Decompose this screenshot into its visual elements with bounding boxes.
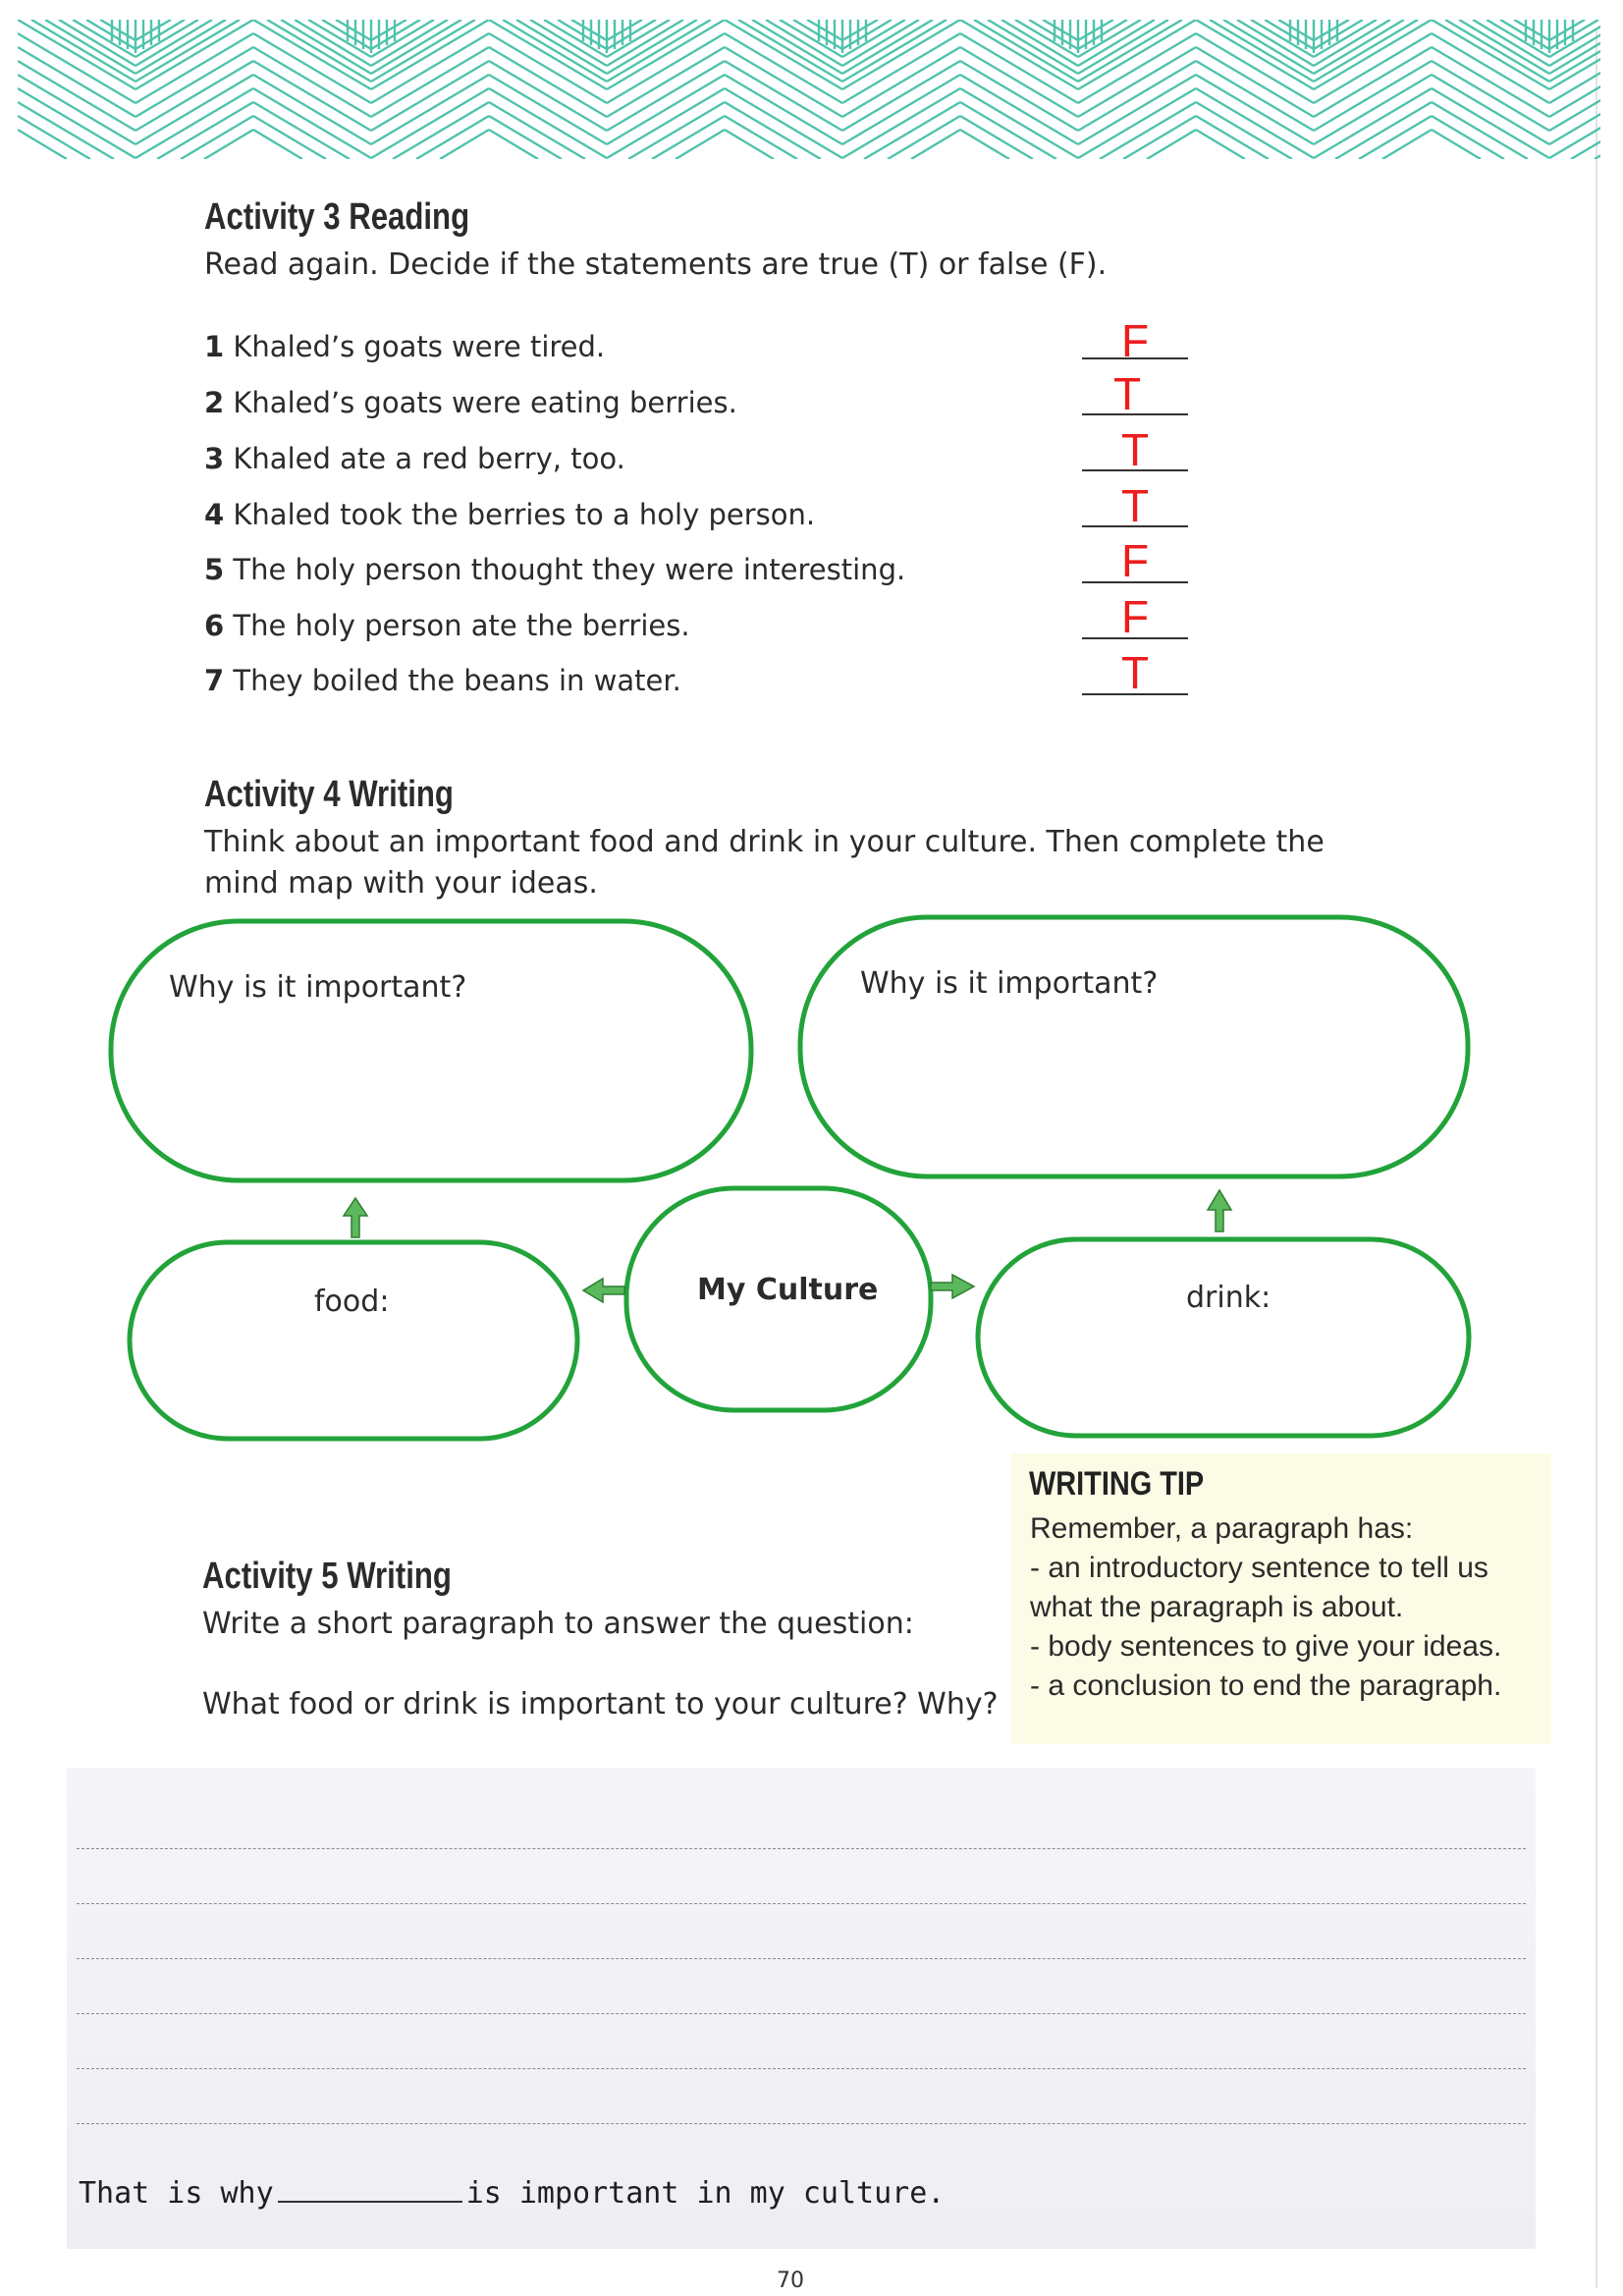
- statement-text: Khaled’s goats were tired.: [233, 330, 606, 363]
- closing-before: That is why: [79, 2176, 274, 2211]
- statement-number: 7: [204, 664, 225, 697]
- drink-box-label: drink:: [1186, 1281, 1271, 1315]
- writing-tip-line: what the paragraph is about.: [1030, 1591, 1404, 1623]
- statement-text: Khaled ate a red berry, too.: [233, 442, 625, 475]
- statement: [204, 330, 605, 363]
- statement-number: 5: [204, 553, 225, 586]
- food-box-label: food:: [314, 1285, 390, 1319]
- answer-mark: T: [1112, 368, 1142, 419]
- page-edge: [1596, 29, 1597, 2288]
- statement-text: Khaled’s goats were eating berries.: [233, 386, 737, 419]
- activity3-instruction: Read again. Decide if the statements are true (T) or false (F).: [204, 247, 1108, 282]
- statement-number: 1: [204, 330, 225, 363]
- writing-tip-line: Remember, a paragraph has:: [1030, 1512, 1414, 1545]
- statement-text: The holy person ate the berries.: [233, 609, 690, 642]
- center-box-label: My Culture: [697, 1273, 879, 1307]
- statement-number: 4: [204, 498, 225, 531]
- activity3-heading: Activity 3 Reading: [204, 196, 470, 238]
- answer-mark: T: [1120, 647, 1150, 698]
- activity4-heading: Activity 4 Writing: [204, 774, 454, 815]
- arrow-left: [583, 1279, 624, 1302]
- answer-mark: F: [1120, 591, 1150, 642]
- top-right-box-label: Why is it important?: [860, 966, 1159, 1001]
- writing-tip-line: - a conclusion to end the paragraph.: [1030, 1669, 1502, 1702]
- drink-box: [978, 1239, 1469, 1436]
- top-right-box: [800, 917, 1468, 1176]
- writing-tip-line: - body sentences to give your ideas.: [1030, 1630, 1502, 1663]
- statement: [204, 664, 681, 697]
- writing-line: [77, 2068, 1526, 2069]
- answer-mark: F: [1120, 315, 1150, 366]
- statement-text: They boiled the beans in water.: [233, 664, 681, 697]
- activity5-question: What food or drink is important to your culture? Why?: [202, 1687, 999, 1722]
- statement-text: Khaled took the berries to a holy person.: [233, 498, 816, 531]
- statement: [204, 442, 625, 475]
- closing-blank[interactable]: [278, 2201, 462, 2203]
- answer-mark: T: [1120, 480, 1150, 531]
- activity4-instruction-line1: Think about an important food and drink in your culture. Then complete the: [204, 825, 1325, 859]
- activity5-heading: Activity 5 Writing: [202, 1556, 452, 1597]
- statement-number: 3: [204, 442, 225, 475]
- writing-line: [77, 2013, 1526, 2014]
- page-number: 70: [777, 2269, 804, 2293]
- statement-number: 2: [204, 386, 225, 419]
- top-left-box: [111, 921, 751, 1180]
- statement: [204, 609, 690, 642]
- writing-line: [77, 1958, 1526, 1959]
- food-box: [130, 1242, 577, 1439]
- decorative-banner: [18, 20, 1600, 159]
- writing-line: [77, 2123, 1526, 2124]
- arrow-right: [931, 1275, 974, 1298]
- arrow-food-up: [344, 1198, 367, 1237]
- statement: [204, 553, 905, 586]
- closing-sentence: [79, 2176, 945, 2211]
- answer-mark: F: [1120, 535, 1150, 586]
- arrow-drink-up: [1208, 1190, 1231, 1231]
- writing-tip-title: WRITING TIP: [1029, 1465, 1205, 1503]
- writing-line: [77, 1903, 1526, 1904]
- top-left-box-label: Why is it important?: [169, 970, 467, 1005]
- writing-line: [77, 1848, 1526, 1849]
- statement: [204, 386, 737, 419]
- answer-mark: T: [1120, 424, 1150, 475]
- statement: [204, 498, 815, 531]
- statement-text: The holy person thought they were interesting.: [233, 553, 906, 586]
- writing-tip-line: - an introductory sentence to tell us: [1030, 1552, 1488, 1584]
- writing-tip: [1011, 1453, 1551, 1744]
- statement-number: 6: [204, 609, 225, 642]
- activity5-instruction: Write a short paragraph to answer the question:: [202, 1607, 914, 1641]
- closing-after: is important in my culture.: [465, 2176, 946, 2211]
- writing-area[interactable]: [67, 1768, 1536, 2249]
- activity4-instruction-line2: mind map with your ideas.: [204, 866, 598, 901]
